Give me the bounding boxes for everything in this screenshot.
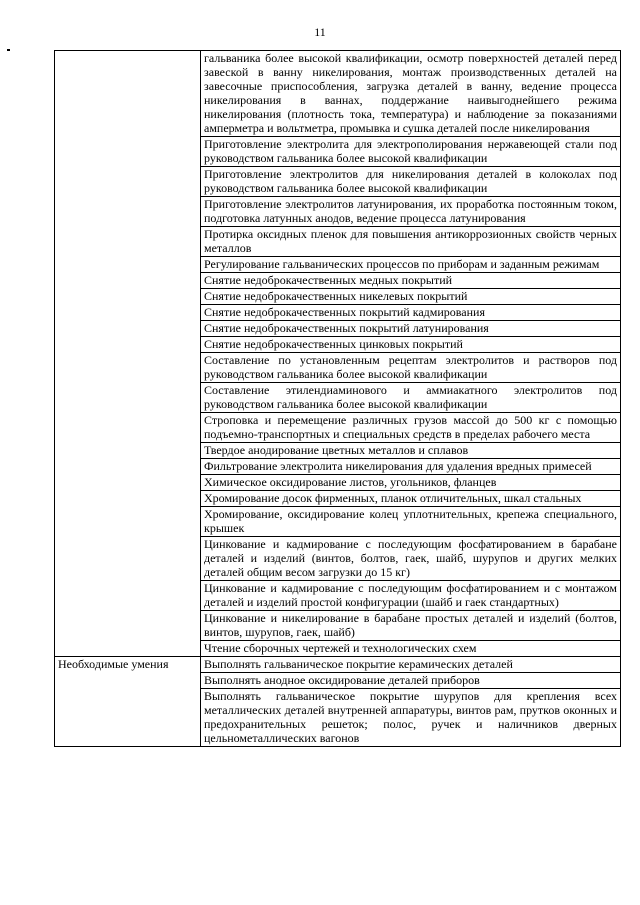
table-cell: Выполнять гальваническое покрытие шурупов для крепления всех металлических деталей внутренней аппаратуры, винтов рам, прутков оконных и предохранительных решеток; полос, ручек и наличников дверных цельнометаллических вагонов — [201, 689, 621, 747]
table-cell: Выполнять гальваническое покрытие керамических деталей — [201, 657, 621, 673]
table-cell: Снятие недоброкачественных никелевых покрытий — [201, 289, 621, 305]
table-cell: Цинкование и кадмирование с последующим фосфатированием и с монтажом деталей и изделий простой конфигурации (шайб и гаек стандартных) — [201, 581, 621, 611]
table-cell: Снятие недоброкачественных покрытий латунирования — [201, 321, 621, 337]
table-row — [55, 51, 621, 137]
table-cell: Выполнять анодное оксидирование деталей приборов — [201, 673, 621, 689]
table-cell: Снятие недоброкачественных медных покрытий — [201, 273, 621, 289]
table-row — [55, 657, 621, 673]
margin-mark — [7, 49, 10, 51]
table-cell: Твердое анодирование цветных металлов и сплавов — [201, 443, 621, 459]
table-cell: Хромирование, оксидирование колец уплотнительных, крепежа специального, крышек — [201, 507, 621, 537]
table-cell: Химическое оксидирование листов, угольников, фланцев — [201, 475, 621, 491]
page-number: 11 — [314, 25, 326, 39]
table-cell: Регулирование гальванических процессов по приборам и заданным режимам — [201, 257, 621, 273]
table-cell: Снятие недоброкачественных цинковых покрытий — [201, 337, 621, 353]
table-cell: Составление по установленным рецептам электролитов и растворов под руководством гальваника более высокой квалификации — [201, 353, 621, 383]
table-cell: Цинкование и кадмирование с последующим фосфатированием в барабане деталей и изделий (винтов, болтов, гаек, шайб, шурупов и других мелких деталей общим весом загрузки до 15 кг) — [201, 537, 621, 581]
table-cell: Фильтрование электролита никелирования для удаления вредных примесей — [201, 459, 621, 475]
table-cell: Снятие недоброкачественных покрытий кадмирования — [201, 305, 621, 321]
table-cell: гальваника более высокой квалификации, осмотр поверхностей деталей перед завеской в ванну никелирования, монтаж производственных деталей на завесочные приспособления, загрузка деталей в ванну, ведение процесса никелирования в ваннах, поддержание наивыгоднейшего режима никелирования (плотность тока, температура) и наблюдение за показаниями амперметра и вольтметра, промывка и сушка деталей после никелирования — [201, 51, 621, 137]
competency-table — [54, 50, 621, 747]
table-cell: Строповка и перемещение различных грузов массой до 500 кг с помощью подъемно-транспортных и специальных средств в пределах рабочего места — [201, 413, 621, 443]
table-cell: Приготовление электролитов латунирования, их проработка постоянным током, подготовка латунных анодов, ведение процесса латунирования — [201, 197, 621, 227]
table-cell: Приготовление электролитов для никелирования деталей в колоколах под руководством гальваника более высокой квалификации — [201, 167, 621, 197]
competency-table-body — [55, 51, 621, 747]
labor-actions-label-cell — [55, 51, 201, 657]
skills-label: Необходимые умения — [55, 657, 201, 747]
table-cell: Составление этилендиаминового и аммиакатного электролитов под руководством гальваника более высокой квалификации — [201, 383, 621, 413]
table-cell: Приготовление электролита для электрополирования нержавеющей стали под руководством гальваника более высокой квалификации — [201, 137, 621, 167]
table-cell: Хромирование досок фирменных, планок отличительных, шкал стальных — [201, 491, 621, 507]
table-cell: Цинкование и никелирование в барабане простых деталей и изделий (болтов, винтов, шурупов, гаек, шайб) — [201, 611, 621, 641]
table-cell: Чтение сборочных чертежей и технологических схем — [201, 641, 621, 657]
table-cell: Протирка оксидных пленок для повышения антикоррозионных свойств черных металлов — [201, 227, 621, 257]
